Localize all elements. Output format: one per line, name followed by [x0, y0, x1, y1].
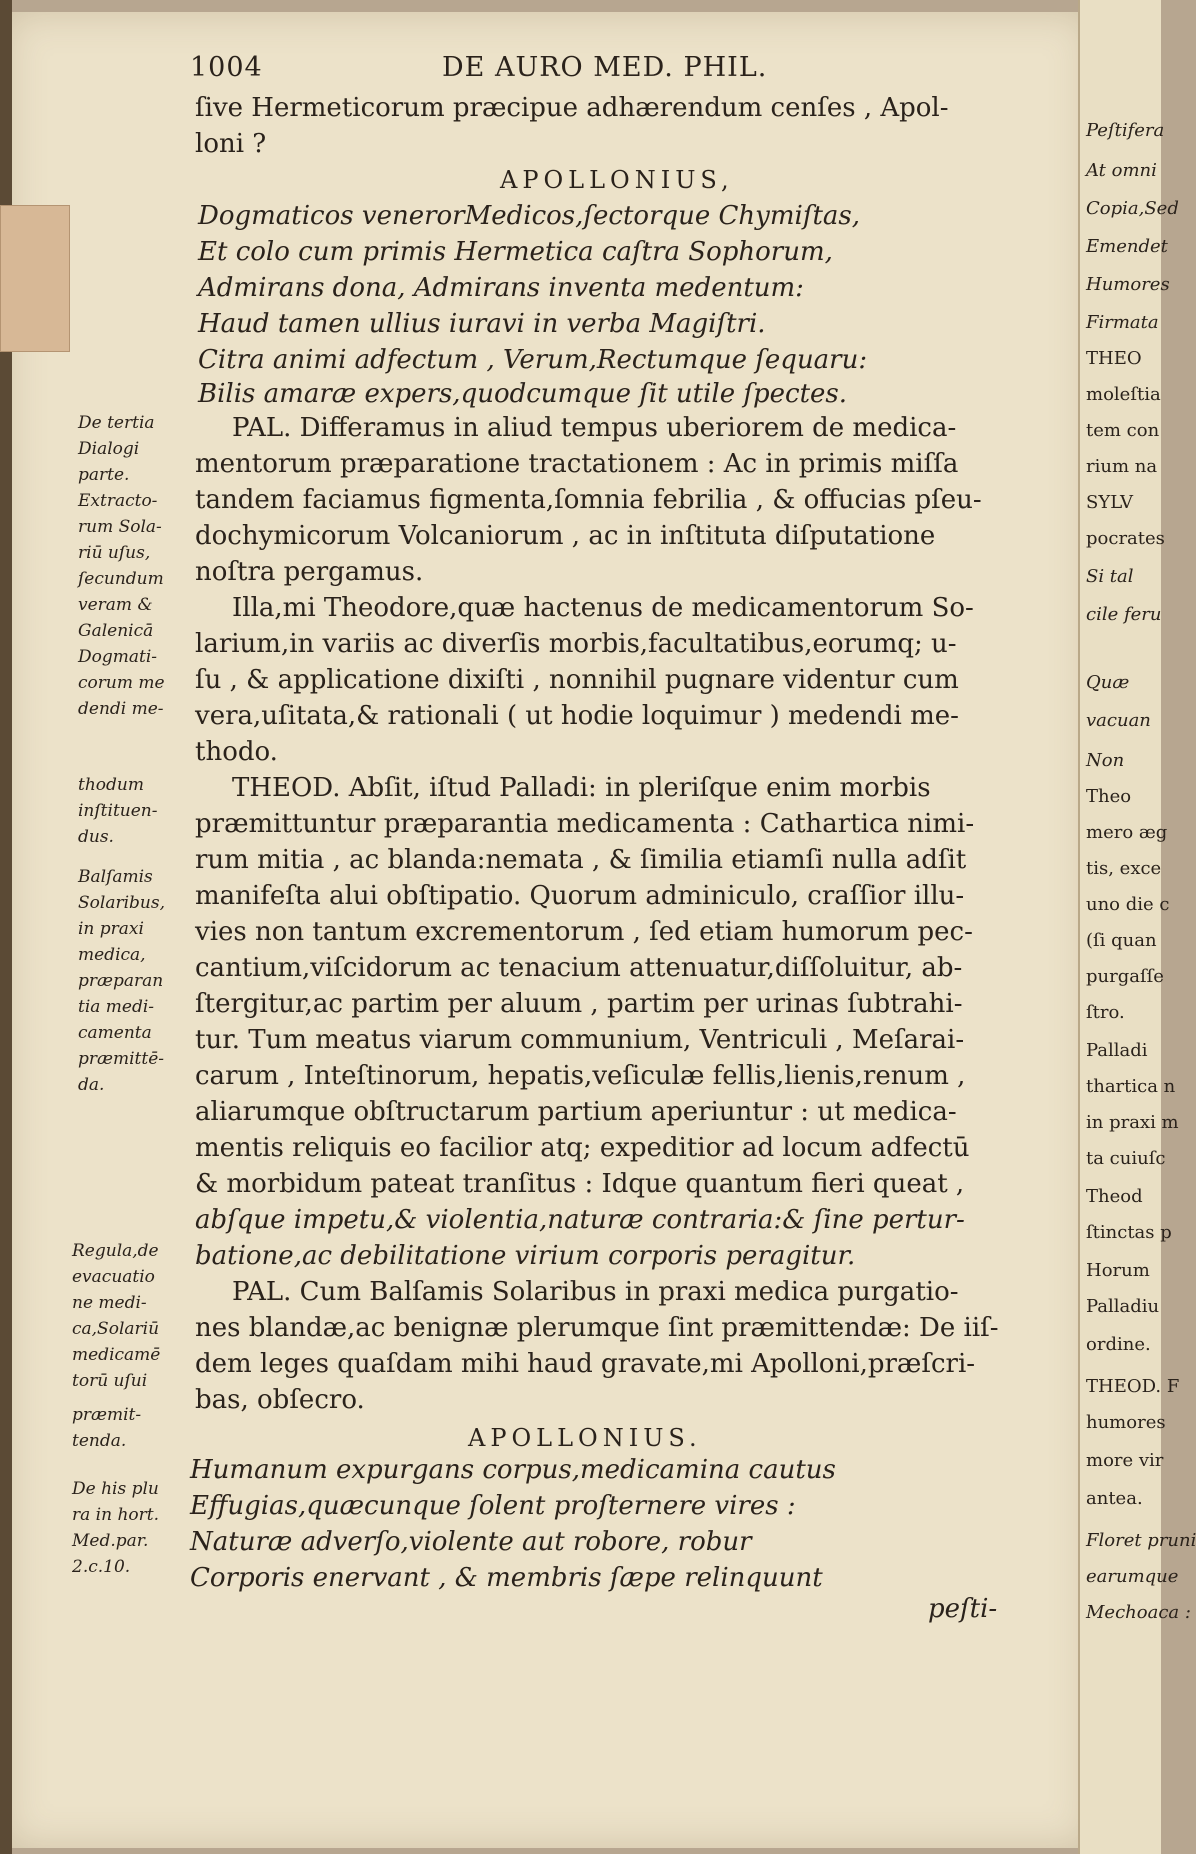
- facing-page-fragment: in praxi m: [1086, 1112, 1179, 1133]
- facing-page-fragment: THEO: [1086, 348, 1142, 369]
- margin-note-line: 2.c.10.: [72, 1557, 131, 1577]
- facing-page-fragment: moleſtia: [1086, 384, 1161, 405]
- body-line: præmittuntur præparantia medicamenta : Cathartica nimi-: [195, 809, 975, 839]
- margin-note-line: torū uſui: [72, 1371, 148, 1391]
- catchword: peſti-: [928, 1594, 998, 1624]
- margin-note-line: da.: [78, 1075, 105, 1095]
- margin-note-line: De his plu: [72, 1479, 159, 1499]
- facing-page-fragment: uno die c: [1086, 894, 1170, 915]
- facing-page-fragment: Floret pruni: [1086, 1530, 1196, 1551]
- margin-note-line: ne medi-: [72, 1293, 147, 1313]
- verse-line: Citra animi adfectum , Verum,Rectumque ſequaru:: [198, 345, 868, 375]
- margin-note-line: Dogmati-: [78, 647, 158, 667]
- facing-page-fragment: Peſtifera: [1086, 120, 1165, 141]
- margin-note-line: parte.: [78, 465, 130, 485]
- facing-page-fragment: Non: [1086, 750, 1125, 771]
- body-line: ſu , & applicatione dixiſti , nonnihil pugnare videntur cum: [195, 665, 959, 695]
- body-line: larium,in variis ac diverſis morbis,facultatibus,eorumq; u-: [195, 629, 957, 659]
- facing-page-fragment: Quæ: [1086, 672, 1130, 693]
- facing-page-fragment: Theod: [1086, 1186, 1143, 1207]
- margin-note-line: ſecundum: [78, 569, 164, 589]
- facing-page-fragment: cile feru: [1086, 604, 1162, 625]
- facing-page-fragment: ſtinctas p: [1086, 1222, 1172, 1243]
- body-line: tur. Tum meatus viarum communium, Ventriculi , Meſarai-: [195, 1025, 965, 1055]
- facing-page-fragment: Palladi: [1086, 1040, 1148, 1061]
- body-line: cantium,viſcidorum ac tenacium attenuatur,diſſoluitur, ab-: [195, 953, 963, 983]
- margin-note-line: dendi me-: [78, 699, 164, 719]
- margin-note-line: riū uſus,: [78, 543, 151, 563]
- facing-page-fragment: mero æg: [1086, 822, 1168, 843]
- verse-line: Et colo cum primis Hermetica caſtra Sophorum,: [198, 237, 833, 267]
- margin-note-line: ra in hort.: [72, 1505, 160, 1525]
- body-line: PAL. Cum Balſamis Solaribus in praxi medica purgatio-: [232, 1277, 959, 1307]
- speaker-heading: APOLLONIUS,: [500, 166, 734, 194]
- opening-line: ſive Hermeticorum præcipue adhærendum cenſes , Apol-: [195, 93, 949, 123]
- body-line: ſtergitur,ac partim per aluum , partim per urinas ſubtrahi-: [195, 989, 963, 1019]
- margin-note-line: camenta: [78, 1023, 152, 1043]
- body-line: nes blandæ,ac benignæ plerumque ſint præmittendæ: De iiſ-: [195, 1313, 999, 1343]
- body-line: abſque impetu,& violentia,naturæ contraria:& ſine pertur-: [195, 1205, 965, 1235]
- body-line: aliarumque obſtructarum partium aperiuntur : ut medica-: [195, 1097, 957, 1127]
- facing-page-fragment: Mechoaca :: [1086, 1602, 1191, 1623]
- body-line: carum , Inteſtinorum, hepatis,veſiculæ fellis,lienis,renum ,: [195, 1061, 966, 1091]
- margin-note-line: inſtituen-: [78, 801, 158, 821]
- body-line: mentorum præparatione tractationem : Ac in primis miſſa: [195, 449, 959, 479]
- margin-note-line: medica,: [78, 945, 146, 965]
- margin-note-line: corum me: [78, 673, 165, 693]
- facing-page-fragment: vacuan: [1086, 710, 1151, 731]
- body-line: & morbidum pateat tranſitus : Idque quantum fieri queat ,: [195, 1169, 965, 1199]
- margin-note-line: tenda.: [72, 1431, 127, 1451]
- facing-page-fragment: pocrates: [1086, 528, 1165, 549]
- body-line: PAL. Differamus in aliud tempus uberiorem de medica-: [232, 413, 957, 443]
- facing-page-fragment: THEOD. F: [1086, 1376, 1180, 1397]
- body-line: dem leges quaſdam mihi haud gravate,mi Apolloni,præſcri-: [195, 1349, 976, 1379]
- body-line: vera,uſitata,& rationali ( ut hodie loquimur ) medendi me-: [195, 701, 959, 731]
- margin-note-line: in praxi: [78, 919, 144, 939]
- facing-page-fragment: Si tal: [1086, 566, 1134, 587]
- margin-note-line: dus.: [78, 827, 114, 847]
- facing-page-fragment: SYLV: [1086, 492, 1134, 513]
- body-line: rum mitia , ac blanda:nemata , & ſimilia etiamſi nulla adſit: [195, 845, 967, 875]
- facing-page: [1078, 0, 1196, 1854]
- margin-note-line: Solaribus,: [78, 893, 165, 913]
- verse-line: Bilis amaræ expers,quodcumque ſit utile ſpectes.: [198, 379, 848, 409]
- body-line: Illa,mi Theodore,quæ hactenus de medicamentorum So-: [232, 593, 974, 623]
- body-line: vies non tantum excrementorum , ſed etiam humorum pec-: [195, 917, 973, 947]
- margin-note-line: tia medi-: [78, 997, 155, 1017]
- margin-note-line: præmit-: [72, 1405, 142, 1425]
- margin-note-line: medicamē: [72, 1345, 161, 1365]
- speaker-heading: APOLLONIUS.: [468, 1424, 702, 1452]
- verse-line: Naturæ adverſo,violente aut robore, robur: [190, 1527, 752, 1557]
- margin-note-line: evacuatio: [72, 1267, 155, 1287]
- facing-page-fragment: antea.: [1086, 1488, 1143, 1509]
- verse-line: Humanum expurgans corpus,medicamina cautus: [190, 1455, 836, 1485]
- margin-note-line: præparan: [78, 971, 164, 991]
- margin-note-line: De tertia: [78, 413, 155, 433]
- margin-note-line: Extracto-: [78, 491, 158, 511]
- body-line: THEOD. Abſit, iſtud Palladi: in pleriſque enim morbis: [232, 773, 931, 803]
- facing-page-fragment: Humores: [1086, 274, 1170, 295]
- body-line: tandem faciamus figmenta,ſomnia febrilia , & offucias pſeu-: [195, 485, 982, 515]
- facing-page-fragment: Firmata: [1086, 312, 1159, 333]
- margin-note-line: Regula,de: [72, 1241, 159, 1261]
- body-line: thodo.: [195, 737, 278, 767]
- bookmark-tab: [0, 205, 70, 352]
- facing-page-fragment: Emendet: [1086, 236, 1168, 257]
- opening-line: loni ?: [195, 129, 267, 159]
- facing-page-fragment: Horum: [1086, 1260, 1150, 1281]
- verse-line: Corporis enervant , & membris ſæpe relinquunt: [190, 1563, 823, 1593]
- margin-note-line: veram &: [78, 595, 153, 615]
- facing-page-fragment: more vir: [1086, 1450, 1164, 1471]
- margin-note-line: ca,Solariū: [72, 1319, 160, 1339]
- verse-line: Effugias,quæcunque ſolent proſternere vires :: [190, 1491, 796, 1521]
- page-number: 1004: [190, 52, 263, 83]
- facing-page-fragment: Theo: [1086, 786, 1132, 807]
- facing-page-fragment: Copia,Sed: [1086, 198, 1179, 219]
- facing-page-fragment: humores: [1086, 1412, 1166, 1433]
- facing-page-fragment: ta cuiuſc: [1086, 1148, 1166, 1169]
- margin-note-line: Dialogi: [78, 439, 140, 459]
- body-line: dochymicorum Volcaniorum , ac in inſtituta diſputatione: [195, 521, 936, 551]
- facing-page-fragment: tis, exce: [1086, 858, 1162, 879]
- facing-page-fragment: tem con: [1086, 420, 1160, 441]
- body-line: manifeſta alui obſtipatio. Quorum adminiculo, craſſior illu-: [195, 881, 965, 911]
- margin-note-line: Med.par.: [72, 1531, 149, 1551]
- facing-page-fragment: At omni: [1086, 160, 1157, 181]
- verse-line: Dogmaticos venerorMedicos,ſectorque Chymiſtas,: [198, 201, 861, 231]
- body-line: mentis reliquis eo facilior atq; expeditior ad locum adfectū: [195, 1133, 970, 1163]
- facing-page-fragment: Palladiu: [1086, 1296, 1160, 1317]
- facing-page-fragment: ſtro.: [1086, 1002, 1125, 1023]
- facing-page-fragment: earumque: [1086, 1566, 1179, 1587]
- body-line: bas, obſecro.: [195, 1385, 365, 1415]
- margin-note-line: Balſamis: [78, 867, 153, 887]
- body-line: batione,ac debilitatione virium corporis peragitur.: [195, 1241, 856, 1271]
- margin-note-line: præmittē-: [78, 1049, 165, 1069]
- verse-line: Haud tamen ullius iuravi in verba Magiſtri.: [198, 309, 766, 339]
- facing-page-fragment: thartica n: [1086, 1076, 1176, 1097]
- facing-page-fragment: rium na: [1086, 456, 1158, 477]
- margin-note-line: thodum: [78, 775, 144, 795]
- margin-note-line: rum Sola-: [78, 517, 162, 537]
- running-title: DE AURO MED. PHIL.: [442, 52, 768, 83]
- facing-page-fragment: purgaſſe: [1086, 966, 1164, 987]
- facing-page-fragment: ordine.: [1086, 1334, 1151, 1355]
- facing-page-fragment: (ſi quan: [1086, 930, 1157, 951]
- verse-line: Admirans dona, Admirans inventa medentum:: [198, 273, 804, 303]
- margin-note-line: Galenicā: [78, 621, 154, 641]
- body-line: noſtra pergamus.: [195, 557, 424, 587]
